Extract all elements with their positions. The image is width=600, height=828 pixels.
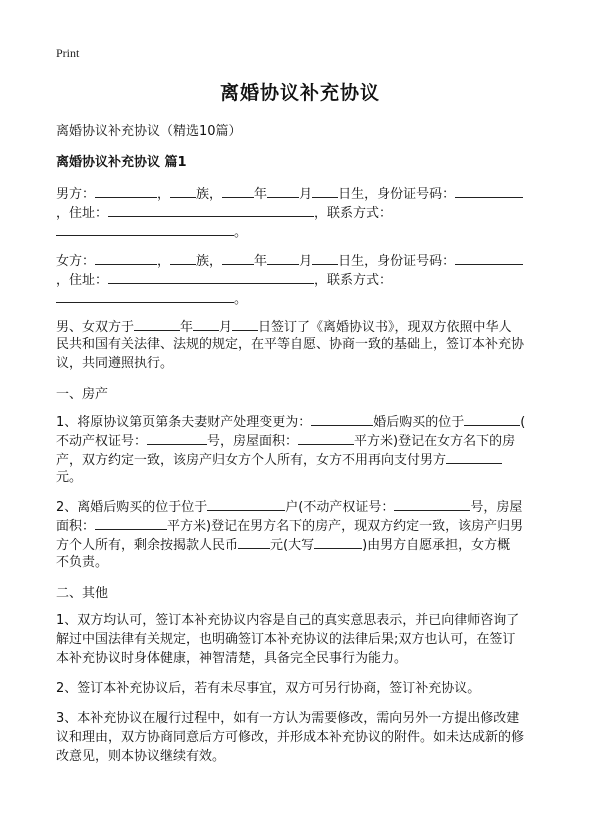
intro-line-3: 议，共同遵照执行。 xyxy=(56,356,174,371)
item1-line-4: 元。 xyxy=(56,470,83,485)
section-heading-property: 一、房产 xyxy=(56,387,109,402)
item2-line-4: 不负责。 xyxy=(56,555,109,570)
blank-field[interactable] xyxy=(311,412,373,426)
blank-field[interactable] xyxy=(95,184,157,198)
blank-field[interactable] xyxy=(238,535,270,549)
other1-line-3: 本补充协议时身体健康，神智清楚，具备完全民事行为能力。 xyxy=(56,651,408,666)
blank-field[interactable] xyxy=(95,516,167,530)
blank-field[interactable] xyxy=(222,184,254,198)
blank-field[interactable] xyxy=(312,251,338,265)
blank-field[interactable] xyxy=(314,535,362,549)
blank-field[interactable] xyxy=(455,184,523,198)
woman-info-line-3: 。 xyxy=(56,289,247,308)
man-info-line-3: 。 xyxy=(56,222,247,241)
blank-field[interactable] xyxy=(56,289,234,303)
other1-line-1: 1、双方均认可，签订本补充协议内容是自己的真实意思表示，并已向律师咨询了 xyxy=(56,613,520,628)
blank-field[interactable] xyxy=(56,222,234,236)
blank-field[interactable] xyxy=(170,251,196,265)
blank-field[interactable] xyxy=(193,317,219,331)
section-heading-other: 二、其他 xyxy=(56,586,109,601)
blank-field[interactable] xyxy=(232,317,258,331)
article-heading: 离婚协议补充协议 篇1 xyxy=(56,155,187,170)
other3-line-2: 议和理由，双方协商同意后方可修改，并形成本补充协议的附件。如未达成新的修 xyxy=(56,730,525,745)
other1-line-2: 解过中国法律有关规定，也明确签订本补充协议的法律后果;双方也认可，在签订 xyxy=(56,632,516,647)
man-info-line-2: ，住址： ，联系方式： xyxy=(56,203,392,222)
other2-line-1: 2、签订本补充协议后，若有未尽事宜，双方可另行协商，签订补充协议。 xyxy=(56,681,481,696)
item1-line-1: 1、将原协议第页第条夫妻财产处理变更为： 婚后购买的位于 ( xyxy=(56,412,525,431)
blank-field[interactable] xyxy=(394,497,470,511)
item2-line-1: 2、离婚后购买的位于位于 户(不动产权证号： 号，房屋 xyxy=(56,497,522,516)
man-info-line-1: 男方： ， 族， 年 月 日生，身份证号码： xyxy=(56,184,523,203)
blank-field[interactable] xyxy=(147,431,207,445)
blank-field[interactable] xyxy=(446,450,502,464)
blank-field[interactable] xyxy=(95,251,157,265)
blank-field[interactable] xyxy=(298,431,354,445)
intro-line-2: 民共和国有关法律、法规的规定，在平等自愿、协商一致的基础上，签订本补充协 xyxy=(56,337,525,352)
woman-info-line-1: 女方： ， 族， 年 月 日生，身份证号码： xyxy=(56,251,523,270)
other3-line-1: 3、本补充协议在履行过程中，如有一方认为需要修改，需向另外一方提出修改建 xyxy=(56,711,520,726)
blank-field[interactable] xyxy=(108,270,314,284)
blank-field[interactable] xyxy=(312,184,338,198)
item2-line-3: 方个人所有，剩余按揭款人民币 元(大写 )由男方自愿承担，女方概 xyxy=(56,535,510,554)
woman-info-line-2: ，住址： ，联系方式： xyxy=(56,270,392,289)
blank-field[interactable] xyxy=(134,317,180,331)
blank-field[interactable] xyxy=(222,251,254,265)
blank-field[interactable] xyxy=(267,251,299,265)
blank-field[interactable] xyxy=(464,412,520,426)
blank-field[interactable] xyxy=(267,184,299,198)
blank-field[interactable] xyxy=(455,251,523,265)
item1-line-2: 不动产权证号： 号，房屋面积： 平方米)登记在女方名下的房 xyxy=(56,431,515,450)
other3-line-3: 改意见，则本协议继续有效。 xyxy=(56,749,226,764)
blank-field[interactable] xyxy=(108,203,314,217)
blank-field[interactable] xyxy=(207,497,285,511)
document-title: 离婚协议补充协议 xyxy=(219,82,380,104)
intro-line-1: 男、女双方于 年 月 日签订了《离婚协议书》，现双方依照中华人 xyxy=(56,317,512,336)
print-link[interactable]: Print xyxy=(56,46,80,60)
item2-line-2: 面积： 平方米)登记在男方名下的房产，现双方约定一致，该房产归男 xyxy=(56,516,523,535)
item1-line-3: 产，双方约定一致，该房产归女方个人所有，女方不用再向支付男方 xyxy=(56,450,502,469)
blank-field[interactable] xyxy=(170,184,196,198)
document-subtitle: 离婚协议补充协议（精选10篇） xyxy=(56,124,242,139)
